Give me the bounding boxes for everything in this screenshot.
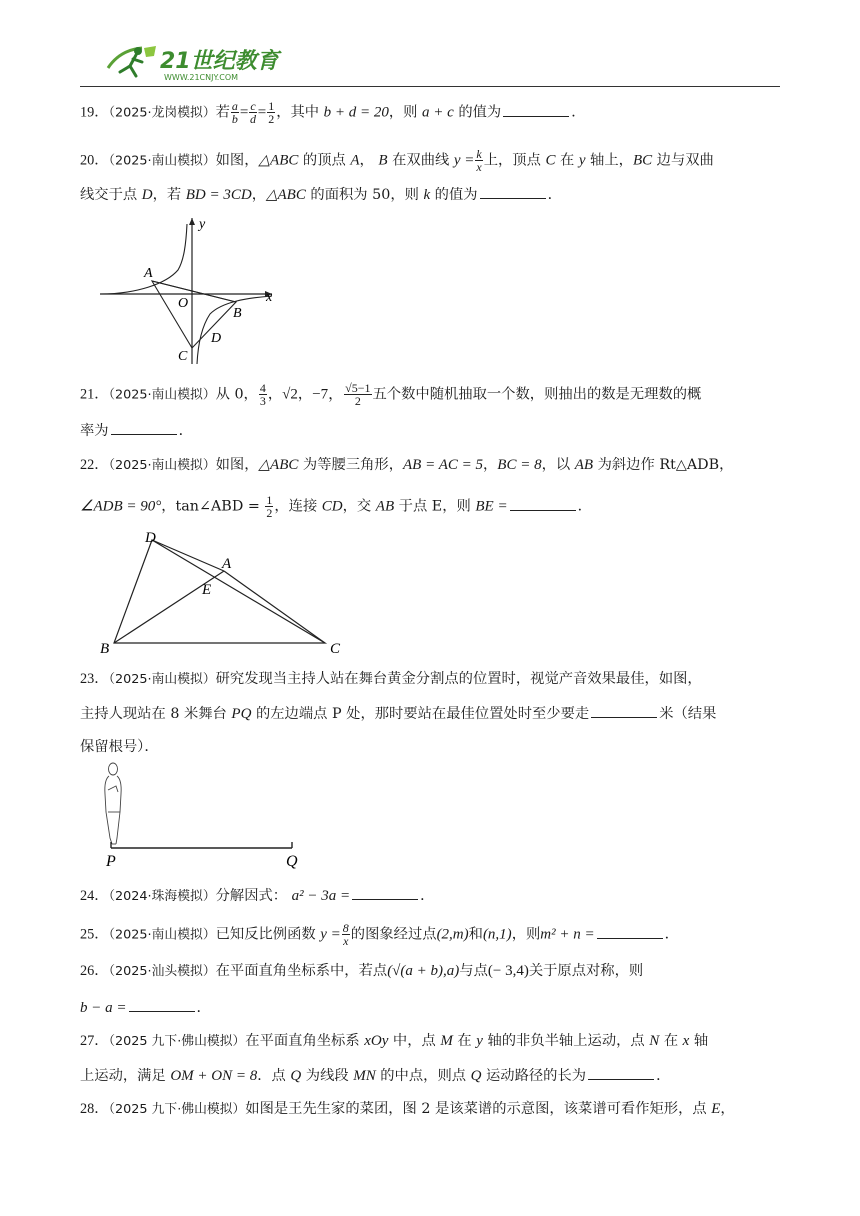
label-x: x: [266, 290, 273, 305]
label-D: D: [211, 331, 222, 346]
figure-stage: [96, 760, 316, 874]
figure-triangle: [96, 526, 356, 656]
question-27-line-2: 上运动，满足 OM + ON = 8．点 Q 为线段 MN 的中点，则点 Q 运动路径的长为 ．: [80, 1065, 670, 1086]
label-A: A: [144, 266, 153, 281]
label-P: P: [106, 853, 116, 870]
answer-blank: [480, 184, 546, 199]
answer-blank: [111, 420, 177, 435]
label-Q: Q: [286, 853, 298, 870]
label-C: C: [330, 641, 341, 656]
label-A: A: [222, 556, 232, 572]
question-23-line-1: 23．（2025·南山模拟）研究发现当主持人站在舞台黄金分割点的位置时，视觉产音效果最佳，如图，: [80, 671, 702, 687]
answer-blank: [597, 924, 663, 939]
answer-blank: [591, 703, 657, 718]
answer-blank: [503, 102, 569, 117]
question-22-line-1: 22．（2025·南山模拟）如图，△ABC 为等腰三角形，AB = AC = 5，BC = 8，以 AB 为斜边作 Rt△ADB，: [80, 457, 734, 473]
label-C: C: [178, 349, 188, 364]
figure-hyperbola: [96, 214, 286, 370]
question-23-line-3: 保留根号）．: [80, 739, 159, 755]
question-28-line-1: 28．（2025 九下·佛山模拟）如图是王先生家的菜团，图 2 是该菜谱的示意图，该菜谱可看作矩形，点 E，: [80, 1101, 735, 1117]
question-21-line-1: 21．（2025·南山模拟）从 0， $\frac{4}{3}$ ，√2，−7， $\frac{√5-1}{2}$ 五个数中随机抽取一个数，则抽出的数是无理数的概: [80, 381, 702, 408]
page-header: [80, 38, 780, 88]
label-O: O: [178, 296, 189, 311]
svg-text:21世纪教育: 21世纪教育: [160, 49, 279, 74]
answer-blank: [129, 997, 195, 1012]
question-24: 24．（2024·珠海模拟）分解因式： a² − 3a = ．: [80, 885, 434, 907]
question-25: 25．（2025·南山模拟）已知反比例函数 y = $\frac{8}{x}$ 的图象经过点(2,m)和(n,1)，则m² + n = ．: [80, 921, 679, 948]
label-y: y: [199, 217, 206, 232]
answer-blank: [588, 1065, 654, 1080]
svg-text:WWW.21CNJY.COM: WWW.21CNJY.COM: [164, 73, 239, 82]
question-26-line-1: 26．（2025·汕头模拟）在平面直角坐标系中，若点(√(a + b),a)与点(− 3,4)关于原点对称，则: [80, 963, 644, 979]
answer-blank: [352, 885, 418, 900]
question-26-line-2: b − a = ．: [80, 997, 211, 1018]
question-27-line-1: 27．（2025 九下·佛山模拟）在平面直角坐标系 xOy 中，点 M 在 y 轴的非负半轴上运动，点 N 在 x 轴: [80, 1033, 709, 1049]
question-20-line-2: 线交于点 D，若 BD = 3CD，△ABC 的面积为 50，则 k 的值为 ．: [80, 184, 562, 205]
question-21-line-2: 率为 ．: [80, 420, 193, 441]
answer-blank: [510, 496, 576, 511]
question-23-line-2: 主持人现站在 8 米舞台 PQ 的左边端点 P 处，那时要站在最佳位置处时至少要走 米（结果: [80, 703, 716, 724]
question-20-line-1: 20．（2025·南山模拟）如图，△ABC 的顶点 A， B 在双曲线 y = $\frac{k}{x}$ 上，顶点 C 在 y 轴上，BC 边与双曲: [80, 147, 714, 174]
label-E: E: [202, 582, 212, 598]
question-22-line-2: ∠ADB = 90°，tan∠ABD = $\frac{1}{2}$ ，连接 CD，交 AB 于点 E，则 BE = ．: [80, 493, 592, 520]
label-D: D: [145, 530, 156, 546]
header-rule: [80, 86, 780, 87]
21cnjy-logo: [102, 42, 302, 84]
label-B: B: [233, 306, 242, 321]
label-B: B: [100, 641, 110, 656]
presenter-icon: [105, 763, 121, 844]
question-19: 19．（2025·龙岗模拟）若 $\frac{a}{b}$ = $\frac{c}{d}$ = $\frac{1}{2}$ ，其中 b + d = 20，则 a + c 的值为 ．: [80, 99, 586, 126]
